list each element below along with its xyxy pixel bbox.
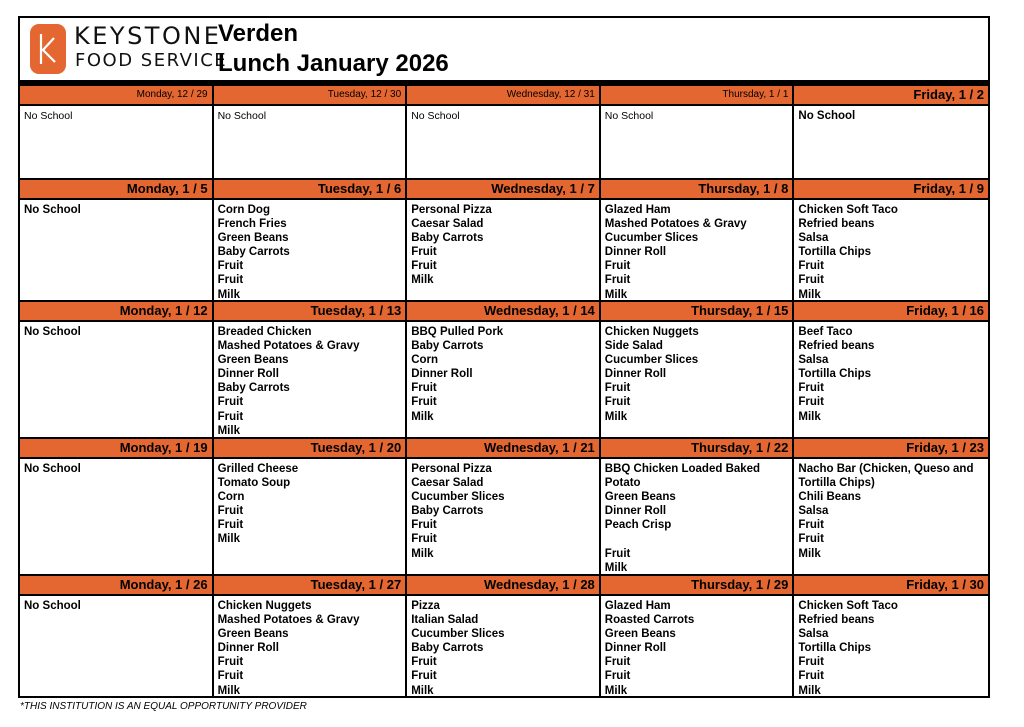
menu-item: Fruit (217, 410, 244, 423)
day-header: Tuesday, 1 / 27 (214, 576, 406, 596)
day-header: Thursday, 1 / 22 (601, 439, 793, 459)
menu-items (601, 200, 793, 302)
menu-item: Fruit (217, 396, 244, 409)
day-cell (601, 576, 795, 698)
menu-item: Mashed Potatoes & Gravy (217, 340, 360, 353)
menu-items (20, 200, 212, 220)
menu-items (794, 200, 988, 302)
menu-item: Caesar Salad (411, 218, 484, 231)
menu-item: Mashed Potatoes & Gravy (604, 218, 747, 231)
menu-item: French Fries (217, 218, 287, 231)
day-header: Thursday, 1 / 29 (601, 576, 793, 596)
menu-item: Fruit (798, 396, 824, 409)
menu-item: Milk (604, 410, 628, 423)
menu-items (20, 322, 212, 342)
day-cell (214, 86, 408, 180)
day-cell (20, 439, 214, 576)
menu-item: Corn (411, 354, 439, 367)
menu-item: Cucumber Slices (411, 491, 505, 504)
menu-item: Tortilla Chips (798, 246, 872, 259)
menu-items (20, 596, 212, 616)
menu-items (407, 200, 599, 291)
menu-item: Fruit (604, 274, 631, 287)
menu-calendar (18, 16, 990, 698)
day-header: Monday, 1 / 26 (20, 576, 212, 596)
menu-item: Milk (411, 274, 434, 287)
day-cell (214, 302, 408, 439)
day-header: Friday, 1 / 16 (794, 302, 988, 322)
day-cell (407, 439, 601, 576)
menu-item: Cucumber Slices (604, 354, 699, 367)
day-cell (20, 180, 214, 302)
menu-item: Fruit (217, 670, 244, 683)
day-cell (407, 180, 601, 302)
menu-item: Dinner Roll (604, 368, 667, 381)
day-cell (407, 576, 601, 698)
day-cell (601, 439, 795, 576)
menu-items (794, 322, 988, 427)
menu-item: Milk (217, 533, 240, 546)
menu-item: Tomato Soup (217, 477, 291, 490)
menu-item: Dinner Roll (604, 505, 667, 518)
menu-item: Beef Taco (798, 326, 853, 338)
menu-item: Salsa (798, 505, 829, 518)
menu-item: Side Salad (604, 340, 663, 353)
menu-item: Fruit (217, 260, 244, 273)
day-cell (601, 180, 795, 302)
menu-item: Fruit (411, 382, 437, 395)
menu-items (214, 322, 406, 439)
menu-item: Caesar Salad (411, 477, 484, 490)
menu-items (20, 459, 212, 479)
day-cell (20, 576, 214, 698)
menu-item: Milk (798, 288, 821, 301)
day-cell (794, 180, 988, 302)
menu-item: Fruit (604, 382, 631, 395)
menu-item: Salsa (798, 232, 829, 245)
day-header: Thursday, 1 / 8 (601, 180, 793, 200)
day-cell (794, 439, 988, 576)
brand-subtitle: FOOD SERVICE (75, 50, 228, 71)
menu-item: Refried beans (798, 614, 875, 627)
day-cell (214, 439, 408, 576)
menu-item: No School (24, 110, 73, 122)
menu-item: Fruit (798, 656, 824, 669)
menu-item: Chicken Soft Taco (798, 204, 898, 216)
day-cell (214, 576, 408, 698)
menu-item: Chicken Nuggets (217, 600, 312, 612)
menu-item: Peach Crisp (604, 519, 672, 532)
menu-item: Milk (798, 410, 821, 423)
menu-item: Tortilla Chips (798, 368, 872, 381)
day-header: Monday, 1 / 19 (20, 439, 212, 459)
day-header: Thursday, 1 / 15 (601, 302, 793, 322)
day-cell (407, 302, 601, 439)
day-header: Friday, 1 / 9 (794, 180, 988, 200)
day-header: Wednesday, 1 / 21 (407, 439, 599, 459)
menu-items (601, 322, 793, 427)
day-header: Friday, 1 / 2 (794, 86, 988, 106)
menu-item: Roasted Carrots (604, 614, 695, 627)
day-cell (794, 576, 988, 698)
menu-item: No School (411, 110, 460, 122)
menu-item (605, 532, 789, 546)
menu-item: Green Beans (217, 354, 289, 367)
menu-item: Milk (411, 410, 434, 423)
menu-item: Tortilla Chips (798, 642, 872, 655)
day-header: Friday, 1 / 30 (794, 576, 988, 596)
menu-item: Glazed Ham (604, 600, 671, 612)
day-header: Tuesday, 12 / 30 (214, 86, 406, 106)
menu-item: Milk (217, 288, 240, 301)
menu-item: Chili Beans (798, 491, 862, 504)
menu-item: BBQ Pulled Pork (411, 326, 504, 338)
menu-items (794, 106, 988, 126)
menu-items (794, 596, 988, 698)
day-header: Wednesday, 1 / 14 (407, 302, 599, 322)
day-cell (407, 86, 601, 180)
menu-item: Fruit (798, 533, 824, 546)
menu-item: Fruit (798, 519, 824, 532)
menu-item: No School (217, 110, 267, 122)
day-header: Wednesday, 1 / 28 (407, 576, 599, 596)
menu-item: Fruit (604, 670, 631, 683)
menu-item: Fruit (798, 260, 824, 273)
menu-items (794, 459, 988, 564)
menu-item: Fruit (411, 396, 437, 409)
menu-items (407, 322, 599, 427)
day-cell (20, 302, 214, 439)
menu-item: Italian Salad (411, 614, 479, 627)
day-cell (794, 302, 988, 439)
menu-item: Corn Dog (217, 204, 270, 216)
day-header: Tuesday, 1 / 20 (214, 439, 406, 459)
menu-item: Milk (604, 684, 628, 697)
menu-item: No School (604, 110, 654, 122)
menu-item: Baby Carrots (411, 642, 484, 655)
menu-item: Dinner Roll (217, 642, 279, 655)
menu-item: Dinner Roll (604, 246, 667, 259)
day-header: Tuesday, 1 / 13 (214, 302, 406, 322)
menu-items (407, 106, 599, 126)
day-header: Wednesday, 12 / 31 (407, 86, 599, 106)
menu-items (601, 596, 793, 698)
menu-item: Fruit (798, 382, 824, 395)
menu-item: Fruit (798, 274, 824, 287)
menu-item: Fruit (604, 656, 631, 669)
menu-item: Fruit (217, 274, 244, 287)
day-header: Thursday, 1 / 1 (601, 86, 793, 106)
menu-item: Fruit (411, 656, 437, 669)
menu-header (20, 18, 988, 80)
menu-item: Chicken Nuggets (604, 326, 699, 338)
day-cell (20, 86, 214, 180)
menu-item: Dinner Roll (411, 368, 473, 381)
menu-item: Green Beans (604, 628, 676, 641)
menu-item: Milk (604, 288, 628, 301)
menu-item: Pizza (411, 600, 440, 612)
menu-item: Milk (604, 561, 628, 574)
menu-items (601, 106, 793, 126)
brand-name: KEYSTONE (74, 22, 222, 50)
menu-item: No School (24, 204, 81, 216)
menu-item: Fruit (604, 260, 631, 273)
menu-items (407, 459, 599, 564)
day-header: Wednesday, 1 / 7 (407, 180, 599, 200)
menu-item: Cucumber Slices (411, 628, 505, 641)
keystone-k-logo-icon (30, 24, 66, 74)
menu-items (214, 596, 406, 698)
day-header: Monday, 1 / 5 (20, 180, 212, 200)
menu-items (20, 106, 212, 126)
menu-item: Fruit (411, 519, 437, 532)
menu-title: Lunch January 2026 (218, 50, 449, 77)
menu-item: No School (24, 326, 81, 338)
menu-items (214, 106, 406, 126)
menu-item: Breaded Chicken (217, 326, 312, 338)
menu-item: Dinner Roll (217, 368, 279, 381)
menu-item: Baby Carrots (411, 505, 484, 518)
menu-item: Baby Carrots (217, 382, 290, 395)
menu-item: Nacho Bar (Chicken, Queso and Tortilla Chips) (798, 463, 974, 490)
menu-item: Refried beans (798, 218, 875, 231)
menu-item: Fruit (217, 505, 244, 518)
menu-item: Fruit (411, 260, 437, 273)
menu-item: No School (24, 463, 81, 475)
day-header: Tuesday, 1 / 6 (214, 180, 406, 200)
menu-item: Corn (217, 491, 245, 504)
menu-items (214, 459, 406, 550)
menu-item: Fruit (604, 547, 631, 560)
menu-item: Milk (798, 684, 821, 697)
day-cell (794, 86, 988, 180)
day-header: Monday, 1 / 12 (20, 302, 212, 322)
menu-item: Green Beans (604, 491, 676, 504)
menu-item: Baby Carrots (411, 340, 484, 353)
menu-item: Green Beans (217, 232, 289, 245)
menu-item: BBQ Chicken Loaded Baked Potato (604, 463, 761, 490)
menu-item: Personal Pizza (411, 463, 492, 475)
day-header: Friday, 1 / 23 (794, 439, 988, 459)
menu-item: No School (24, 600, 81, 612)
day-cell (601, 86, 795, 180)
menu-item: Dinner Roll (604, 642, 667, 655)
day-cell (601, 302, 795, 439)
menu-item: Fruit (217, 656, 244, 669)
menu-item: Fruit (411, 670, 437, 683)
menu-items (601, 459, 793, 576)
menu-item: Cucumber Slices (604, 232, 699, 245)
menu-items (214, 200, 406, 302)
menu-item: Salsa (798, 628, 829, 641)
menu-item: Milk (411, 547, 434, 560)
menu-item: Green Beans (217, 628, 289, 641)
calendar-grid (20, 86, 988, 698)
menu-item: Fruit (798, 670, 824, 683)
menu-item: Fruit (411, 246, 437, 259)
menu-item: Milk (217, 684, 240, 697)
menu-item: Salsa (798, 354, 829, 367)
menu-item: Fruit (411, 533, 437, 546)
menu-item: Milk (798, 547, 821, 560)
school-name: Verden (218, 20, 299, 47)
day-cell (214, 180, 408, 302)
menu-item: No School (798, 110, 856, 122)
footer-notice: *THIS INSTITUTION IS AN EQUAL OPPORTUNITY PROVIDER (20, 701, 307, 712)
menu-item: Mashed Potatoes & Gravy (217, 614, 360, 627)
menu-item: Refried beans (798, 340, 875, 353)
menu-item: Glazed Ham (604, 204, 671, 216)
menu-item: Milk (411, 684, 434, 697)
menu-item: Chicken Soft Taco (798, 600, 898, 612)
day-header: Monday, 12 / 29 (20, 86, 212, 106)
menu-item: Fruit (604, 396, 631, 409)
menu-item: Baby Carrots (217, 246, 290, 259)
menu-item: Milk (217, 424, 240, 437)
menu-item: Personal Pizza (411, 204, 492, 216)
menu-item: Fruit (217, 519, 244, 532)
menu-item: Baby Carrots (411, 232, 484, 245)
menu-items (407, 596, 599, 698)
menu-item: Grilled Cheese (217, 463, 299, 475)
